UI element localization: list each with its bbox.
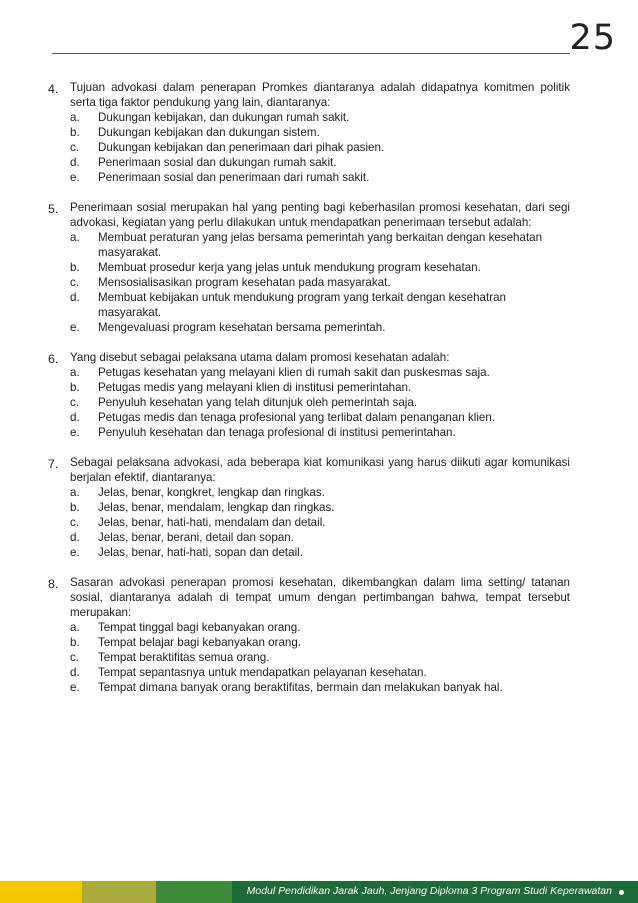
option-letter: e. [70, 426, 80, 439]
page-number: 25 [569, 18, 616, 58]
option-e [70, 425, 570, 440]
question-text: Tujuan advokasi dalam penerapan Promkes diantaranya adalah didapatnya komitmen politik serta tiga faktor pendukung yang lain, diantaranya: [70, 81, 570, 109]
header-rule [52, 53, 570, 54]
option-letter: c. [70, 141, 80, 154]
question-7 [48, 455, 570, 560]
option-letter: b. [70, 381, 80, 394]
option-letter: d. [70, 291, 80, 304]
question-text: Penerimaan sosial merupakan hal yang penting bagi keberhasilan promosi kesehatan, dari segi advokasi, kegiatan yang perlu dilakukan untuk mendapatkan penerimaan tersebut adalah: [70, 201, 570, 229]
option-e [70, 545, 570, 560]
option-letter: c. [70, 516, 80, 529]
option-c [70, 650, 570, 665]
option-b [70, 125, 570, 140]
option-text: Petugas medis dan tenaga profesional yang terlibat dalam penanganan klien. [98, 411, 496, 424]
option-text: Membuat prosedur kerja yang jelas untuk mendukung program kesehatan. [98, 261, 481, 274]
option-letter: e. [70, 681, 80, 694]
option-text: Petugas kesehatan yang melayani klien di rumah sakit dan puskesmas saja. [98, 366, 490, 379]
option-letter: e. [70, 171, 80, 184]
question-4 [48, 80, 570, 185]
option-d [70, 290, 570, 320]
option-letter: c. [70, 651, 80, 664]
option-letter: a. [70, 366, 80, 379]
question-number: 5. [48, 202, 59, 216]
option-d [70, 155, 570, 170]
option-b [70, 260, 570, 275]
option-letter: b. [70, 261, 80, 274]
option-text: Penyuluh kesehatan dan tenaga profesional di institusi pemerintahan. [98, 426, 456, 439]
option-text: Penyuluh kesehatan yang telah ditunjuk oleh pemerintah saja. [98, 396, 418, 409]
option-text: Petugas medis yang melayani klien di institusi pemerintahan. [98, 381, 412, 394]
option-letter: b. [70, 126, 80, 139]
option-letter: a. [70, 231, 80, 244]
option-e [70, 320, 570, 335]
footer-dot-icon [619, 890, 624, 895]
option-text: Mensosialisasikan program kesehatan pada masyarakat. [98, 276, 391, 289]
option-letter: d. [70, 156, 80, 169]
option-letter: a. [70, 486, 80, 499]
option-text: Dukungan kebijakan dan dukungan sistem. [98, 126, 320, 139]
option-c [70, 515, 570, 530]
question-number: 8. [48, 577, 59, 591]
question-number: 4. [48, 82, 59, 96]
option-b [70, 635, 570, 650]
option-text: Tempat dimana banyak orang beraktifitas, bermain dan melakukan banyak hal. [98, 681, 503, 694]
option-letter: d. [70, 411, 80, 424]
footer-color-segment [0, 881, 82, 903]
option-letter: d. [70, 666, 80, 679]
option-text: Jelas, benar, hati-hati, mendalam dan detail. [98, 516, 326, 529]
option-a [70, 230, 570, 260]
option-text: Membuat kebijakan untuk mendukung program yang terkait dengan kesehatran masyarakat. [98, 291, 506, 319]
option-a [70, 110, 570, 125]
question-5 [48, 200, 570, 335]
option-letter: b. [70, 636, 80, 649]
question-text: Sasaran advokasi penerapan promosi kesehatan, dikembangkan dalam lima setting/ tatanan sosial, diantaranya adalah di tempat umum dengan pertimbangan bahwa, tempat tersebut merupakan: [70, 576, 570, 619]
option-letter: d. [70, 531, 80, 544]
option-b [70, 500, 570, 515]
option-c [70, 140, 570, 155]
option-letter: c. [70, 396, 80, 409]
option-d [70, 665, 570, 680]
option-text: Tempat sepantasnya untuk mendapatkan pelayanan kesehatan. [98, 666, 427, 679]
option-text: Dukungan kebijakan, dan dukungan rumah sakit. [98, 111, 350, 124]
question-8 [48, 575, 570, 695]
option-c [70, 275, 570, 290]
option-text: Jelas, benar, berani, detail dan sopan. [98, 531, 294, 544]
option-b [70, 380, 570, 395]
option-text: Mengevaluasi program kesehatan bersama pemerintah. [98, 321, 386, 334]
option-d [70, 530, 570, 545]
option-text: Jelas, benar, kongkret, lengkap dan ringkas. [98, 486, 325, 499]
option-letter: c. [70, 276, 80, 289]
question-text: Sebagai pelaksana advokasi, ada beberapa kiat komunikasi yang harus diikuti agar komunikasi berjalan efektif, diantaranya: [70, 456, 570, 484]
option-text: Tempat belajar bagi kebanyakan orang. [98, 636, 302, 649]
option-a [70, 365, 570, 380]
option-text: Jelas, benar, mendalam, lengkap dan ringkas. [98, 501, 335, 514]
option-text: Jelas, benar, hati-hati, sopan dan detail. [98, 546, 303, 559]
option-text: Membuat peraturan yang jelas bersama pemerintah yang berkaitan dengan kesehatan masyarakat. [98, 231, 543, 259]
footer-module-title: Modul Pendidikan Jarak Jauh, Jenjang Diploma 3 Program Studi Keperawatan [246, 885, 612, 897]
option-text: Tempat beraktifitas semua orang. [98, 651, 270, 664]
option-a [70, 485, 570, 500]
option-letter: e. [70, 546, 80, 559]
option-e [70, 170, 570, 185]
question-6 [48, 350, 570, 440]
question-text: Yang disebut sebagai pelaksana utama dalam promosi kesehatan adalah: [70, 351, 450, 364]
question-list [48, 80, 570, 710]
footer-color-segment [82, 881, 156, 903]
option-text: Penerimaan sosial dan dukungan rumah sakit. [98, 156, 337, 169]
question-number: 7. [48, 457, 59, 471]
option-text: Dukungan kebijakan dan penerimaan dari pihak pasien. [98, 141, 385, 154]
footer-color-segment [156, 881, 232, 903]
question-number: 6. [48, 352, 59, 366]
option-e [70, 680, 570, 695]
option-a [70, 620, 570, 635]
option-letter: e. [70, 321, 80, 334]
option-letter: a. [70, 621, 80, 634]
option-c [70, 395, 570, 410]
footer-bar [0, 881, 638, 903]
option-text: Penerimaan sosial dan penerimaan dari rumah sakit. [98, 171, 370, 184]
option-d [70, 410, 570, 425]
option-letter: a. [70, 111, 80, 124]
option-letter: b. [70, 501, 80, 514]
option-text: Tempat tinggal bagi kebanyakan orang. [98, 621, 301, 634]
